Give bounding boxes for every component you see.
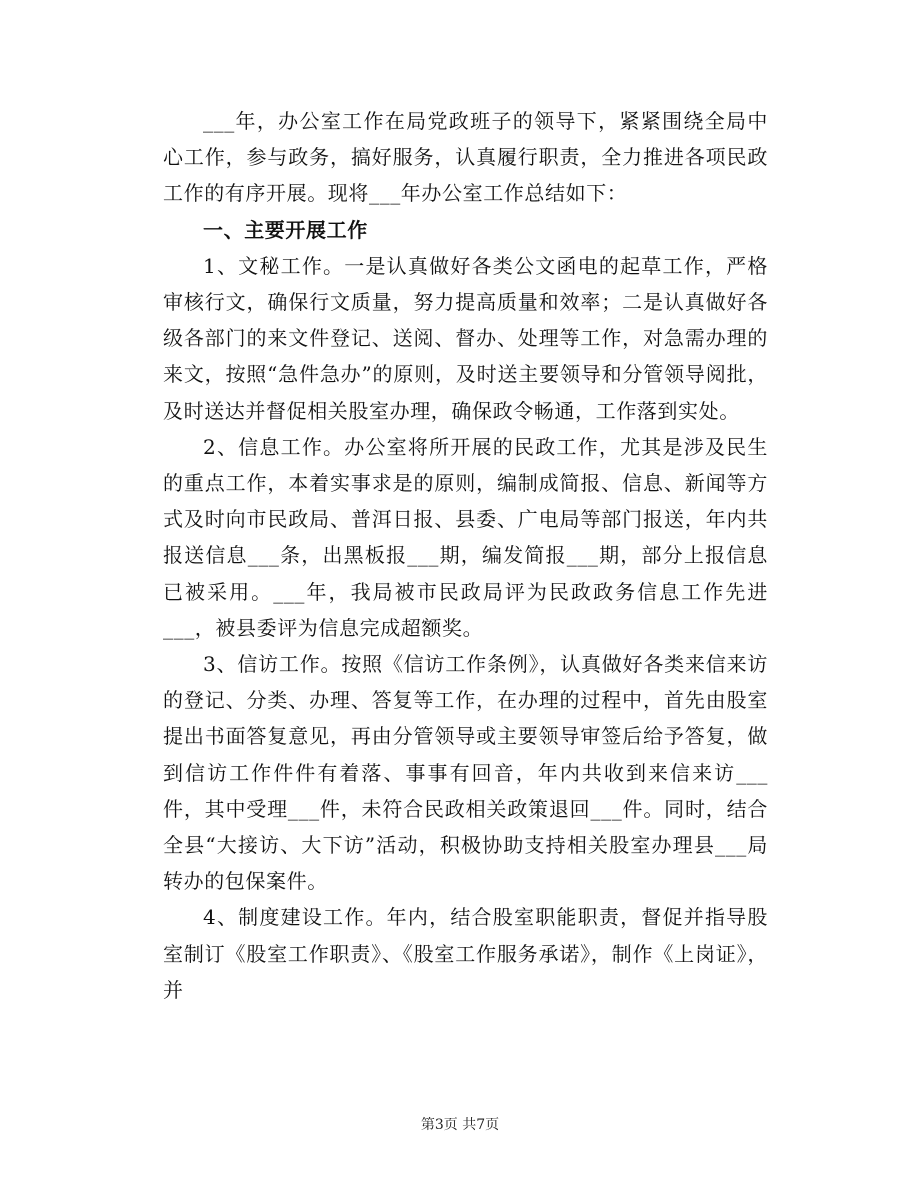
document-body <box>163 103 768 1008</box>
paragraph-system-building: 4、制度建设工作。年内，结合股室职能职责，督促并指导股室制订《股室工作职责》、《股室工作服务承诺》，制作《上岗证》，并 <box>163 905 768 1002</box>
paragraph-information: 2、信息工作。办公室将所开展的民政工作，尤其是涉及民生的重点工作，本着实事求是的原则，编制成简报、信息、新闻等方式及时向市民政局、普洱日报、县委、广电局等部门报送，年内共报送信息___条，出黑板报___期，编发简报___期，部分上报信息已被采用。___年，我局被市民政局评为民政政务信息工作先进___，被县委评为信息完成超额奖。 <box>163 434 768 640</box>
page-number: 第3页 共7页 <box>420 1117 500 1133</box>
section-heading: 一、主要开展工作 <box>203 217 368 242</box>
paragraph-intro: ___年，办公室工作在局党政班子的领导下，紧紧围绕全局中心工作，参与政务，搞好服务，认真履行职责，全力推进各项民政工作的有序开展。现将___年办公室工作总结如下： <box>163 109 768 206</box>
paragraph-secretarial: 1、文秘工作。一是认真做好各类公文函电的起草工作，严格审核行文，确保行文质量，努力提高质量和效率；二是认真做好各级各部门的来文件登记、送阅、督办、处理等工作，对急需办理的来文，按照“急件急办”的原则，及时送主要领导和分管领导阅批，及时送达并督促相关股室办理，确保政令畅通，工作落到实处。 <box>163 253 768 423</box>
paragraph-petitions: 3、信访工作。按照《信访工作条例》，认真做好各类来信来访的登记、分类、办理、答复等工作，在办理的过程中，首先由股室提出书面答复意见，再由分管领导或主要领导审签后给予答复，做到信访工作件件有着落、事事有回音，年内共收到来信来访___件，其中受理___件，未符合民政相关政策退回___件。同时，结合全县“大接访、大下访”活动，积极协助支持相关股室办理县___局转办的包保案件。 <box>163 652 768 894</box>
